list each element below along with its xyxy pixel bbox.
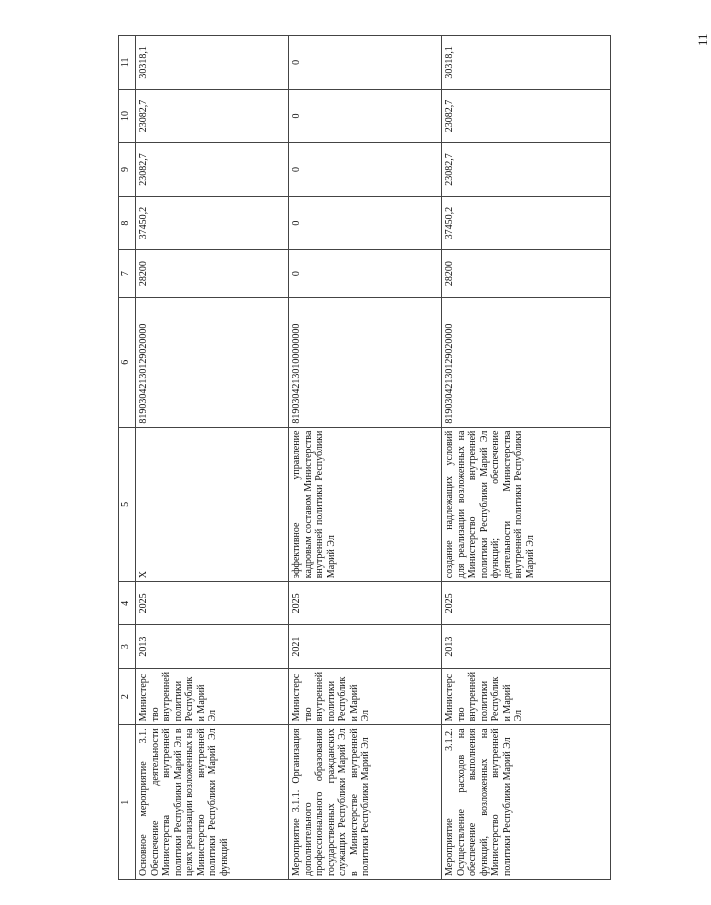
value-cell: 0	[289, 143, 442, 197]
column-header: 4	[119, 582, 136, 625]
value-cell: 23082,7	[442, 143, 611, 197]
start-year-cell: 2021	[289, 625, 442, 668]
value-cell: 0	[289, 250, 442, 297]
column-header: 11	[119, 36, 136, 90]
value-cell: 23082,7	[442, 89, 611, 143]
value-cell: 0	[289, 196, 442, 250]
value-cell: 28200	[442, 250, 611, 297]
value-cell: 23082,7	[136, 143, 289, 197]
responsible-cell: Министерство внутренней политики Республики Марий Эл	[289, 668, 442, 725]
budget-code-cell: 81903042130129020000	[136, 297, 289, 427]
table-row	[136, 36, 289, 880]
value-cell: 28200	[136, 250, 289, 297]
activity-name-cell: Мероприятие 3.1.1. Организация дополнительного профессионального образования государственных гражданских служащих Республики Марий Эл в Министерстве внутренней политики Республики Марий Эл	[289, 725, 442, 880]
column-header: 1	[119, 725, 136, 880]
start-year-cell: 2013	[136, 625, 289, 668]
start-year-cell: 2013	[442, 625, 611, 668]
column-header: 7	[119, 250, 136, 297]
value-cell: 30318,1	[442, 36, 611, 90]
responsible-cell: Министерство внутренней политики Республики Марий Эл	[136, 668, 289, 725]
value-cell: 37450,2	[442, 196, 611, 250]
column-header: 2	[119, 668, 136, 725]
value-cell: 0	[289, 36, 442, 90]
column-header: 6	[119, 297, 136, 427]
expected-result-cell: эффективное управление кадровым составом Министерства внутренней политики Республики Марий Эл	[289, 427, 442, 582]
responsible-cell: Министерство внутренней политики Республики Марий Эл	[442, 668, 611, 725]
value-cell: 30318,1	[136, 36, 289, 90]
value-cell: 37450,2	[136, 196, 289, 250]
activity-name-cell: Основное мероприятие 3.1. Обеспечение деятельности Министерства внутренней политики Республики Марий Эл в целях реализации возложенных на Министерство внутренней политики Республики Марий Эл функций	[136, 725, 289, 880]
expected-result-cell: Х	[136, 427, 289, 582]
page-number: 11	[695, 33, 710, 46]
column-header: 8	[119, 196, 136, 250]
column-header: 9	[119, 143, 136, 197]
end-year-cell: 2025	[136, 582, 289, 625]
activity-name-cell: Мероприятие 3.1.2. Осуществление расходов на обеспечение выполнения функций, возложенных на Министерство внутренней политики Республики Марий Эл	[442, 725, 611, 880]
table-row	[289, 36, 442, 880]
table-row	[442, 36, 611, 880]
budget-code-cell: 81903042130100000000	[289, 297, 442, 427]
column-header: 3	[119, 625, 136, 668]
table-header-row	[119, 36, 136, 880]
end-year-cell: 2025	[289, 582, 442, 625]
rotated-table-container	[118, 35, 628, 880]
value-cell: 23082,7	[136, 89, 289, 143]
budget-code-cell: 81903042130129020000	[442, 297, 611, 427]
budget-table	[118, 35, 611, 880]
column-header: 10	[119, 89, 136, 143]
value-cell: 0	[289, 89, 442, 143]
column-header: 5	[119, 427, 136, 582]
expected-result-cell: создание надлежащих условий для реализации возложенных на Министерство внутренней политики Республики Марий Эл функций; обеспечение деятельности Министерства внутренней политики Республики Марий Эл	[442, 427, 611, 582]
end-year-cell: 2025	[442, 582, 611, 625]
